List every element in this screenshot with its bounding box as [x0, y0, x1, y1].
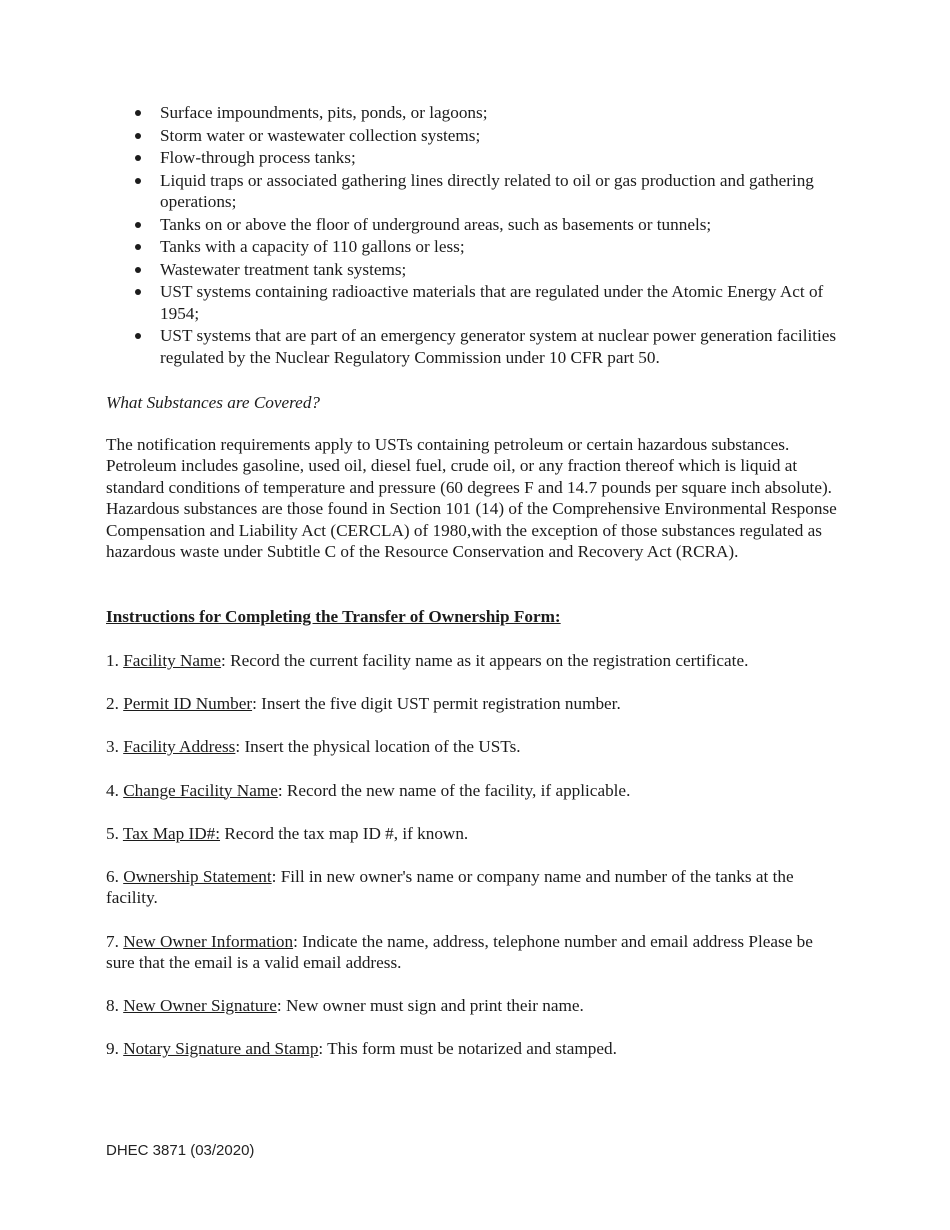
instructions-title: Instructions for Completing the Transfer of Ownership Form:: [106, 607, 561, 626]
substances-heading: What Substances are Covered?: [106, 393, 321, 412]
substances-paragraph: The notification requirements apply to USTs containing petroleum or certain hazardous substances. Petroleum includes gasoline, used oil, diesel fuel, crude oil, or any fraction thereof which is liquid at standard conditions of temperature and pressure (60 degrees F and 14.7 pounds per square inch absolute). Hazardous substances are those found in Section 101 (14) of the Comprehensive Environmental Response Compensation and Liability Act (CERCLA) of 1980,with the exception of those substances regulated as hazardous waste under Subtitle C of the Resource Conservation and Recovery Act (RCRA).: [106, 435, 837, 562]
step-label: New Owner Signature: [123, 996, 277, 1016]
step-number: 8.: [106, 996, 124, 1016]
exclusions-list: [106, 102, 846, 369]
bullet-icon: [135, 267, 141, 273]
list-item-text: Flow-through process tanks;: [160, 148, 356, 167]
step-text: : New owner must sign and print their name.: [276, 996, 584, 1016]
list-item-text: Tanks with a capacity of 110 gallons or less;: [160, 237, 465, 256]
list-item: [106, 147, 846, 169]
list-item: [106, 259, 846, 281]
step-label: Ownership Statement: [123, 867, 272, 887]
instruction-step: [106, 866, 842, 909]
bullet-icon: [135, 110, 141, 116]
bullet-icon: [135, 244, 141, 250]
list-item: [106, 102, 846, 124]
instruction-step: [106, 995, 842, 1016]
list-item-text: Surface impoundments, pits, ponds, or lagoons;: [160, 103, 488, 122]
step-label: Notary Signature and Stamp: [123, 1039, 319, 1059]
step-number: 2.: [106, 694, 124, 714]
step-text: : This form must be notarized and stamped.: [318, 1039, 617, 1059]
bullet-icon: [135, 289, 141, 295]
step-text: : Fill in new owner's name or company name and number of the tanks at the facility.: [106, 867, 794, 908]
bullet-icon: [135, 133, 141, 139]
bullet-icon: [135, 333, 141, 339]
step-label: New Owner Information: [123, 931, 294, 951]
instruction-step: [106, 1038, 842, 1059]
list-item-text: Wastewater treatment tank systems;: [160, 259, 407, 279]
step-number: 3.: [106, 737, 124, 757]
step-text: : Indicate the name, address, telephone number and email address Please be sure that the email is a valid email address.: [106, 931, 813, 973]
step-text: : Insert the five digit UST permit registration number.: [252, 694, 621, 714]
list-item-text: Storm water or wastewater collection systems;: [160, 125, 481, 145]
list-item-text: UST systems that are part of an emergency generator system at nuclear power generation facilities regulated by the Nuclear Regulatory Commission under 10 CFR part 50.: [160, 326, 837, 367]
instruction-step: [106, 780, 842, 801]
step-text: : Record the new name of the facility, if applicable.: [277, 780, 631, 800]
bullet-icon: [135, 222, 141, 228]
step-text: : Record the current facility name as it appears on the registration certificate.: [221, 651, 749, 670]
list-item-text: UST systems containing radioactive materials that are regulated under the Atomic Energy Act of 1954;: [160, 282, 824, 323]
list-item: [106, 236, 846, 258]
instruction-step: [106, 736, 842, 757]
list-item: [106, 214, 846, 236]
form-number-footer: DHEC 3871 (03/2020): [106, 1142, 255, 1159]
step-label: Permit ID Number: [123, 694, 253, 714]
step-number: 1.: [106, 651, 124, 670]
step-text: : Insert the physical location of the USTs.: [235, 737, 521, 757]
step-number: 5.: [106, 823, 123, 843]
list-item: [106, 125, 846, 147]
instruction-step: [106, 823, 842, 844]
instruction-step: [106, 650, 842, 671]
list-item-text: Tanks on or above the floor of underground areas, such as basements or tunnels;: [160, 214, 712, 234]
instruction-step: [106, 931, 842, 974]
instructions-list: [106, 650, 842, 1082]
step-number: 7.: [106, 931, 124, 951]
bullet-icon: [135, 178, 141, 184]
step-number: 4.: [106, 780, 124, 800]
step-label: Facility Name: [123, 651, 222, 670]
bullet-icon: [135, 155, 141, 161]
step-label: Change Facility Name: [123, 780, 278, 800]
instruction-step: [106, 693, 842, 714]
list-item: [106, 325, 846, 368]
step-label: Facility Address: [123, 737, 236, 757]
step-number: 9.: [106, 1039, 124, 1059]
step-text: Record the tax map ID #, if known.: [220, 823, 469, 843]
list-item-text: Liquid traps or associated gathering lines directly related to oil or gas production and gathering operations;: [160, 170, 814, 211]
list-item: [106, 281, 846, 324]
step-number: 6.: [106, 867, 124, 887]
step-label: Tax Map ID#:: [122, 823, 221, 843]
list-item: [106, 170, 846, 213]
